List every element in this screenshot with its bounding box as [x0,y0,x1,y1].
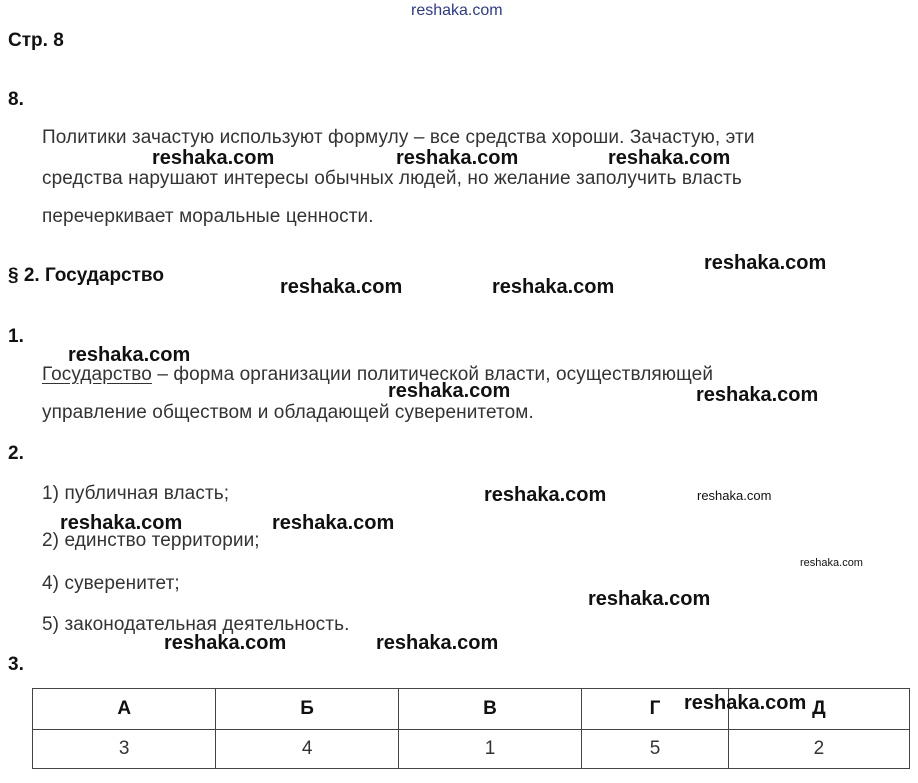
watermark: reshaka.com [684,692,807,714]
watermark: reshaka.com [272,512,395,534]
watermark: reshaka.com [396,147,519,169]
task-2-item-3: 4) суверенитет; [42,573,180,594]
task-8-line-2: средства нарушают интересы обычных людей, но желание заполучить власть [42,168,742,189]
task-2-number: 2. [8,443,24,464]
watermark: reshaka.com [68,344,191,366]
watermark: reshaka.com [492,276,615,298]
watermark: reshaka.com [696,384,819,406]
watermark: reshaka.com [704,252,827,274]
watermark: reshaka.com [388,380,511,402]
answer-header-cell: Б [216,689,398,730]
task-3-number: 3. [8,654,24,675]
answer-value-cell: 2 [728,730,909,769]
watermark-top: reshaka.com [411,2,503,19]
section-title: § 2. Государство [8,265,164,286]
watermark: reshaka.com [588,588,711,610]
task-2-item-1: 1) публичная власть; [42,483,230,504]
answer-value-cell: 4 [216,730,398,769]
answer-table-value-row [33,730,910,769]
task-1-line-1 [42,364,713,386]
watermark: reshaka.com [376,632,499,654]
answer-header-cell: А [33,689,216,730]
task-1-number: 1. [8,326,24,347]
definition-term: Государство [42,364,152,385]
task-8-number: 8. [8,89,24,110]
watermark-tiny: reshaka.com [800,557,863,569]
watermark: reshaka.com [484,484,607,506]
definition-text: – форма организации политической власти, осуществляющей [151,364,714,385]
task-8-line-1: Политики зачастую используют формулу – все средства хороши. Зачастую, эти [42,127,755,148]
task-2-item-4: 5) законодательная деятельность. [42,614,350,635]
watermark: reshaka.com [164,632,287,654]
watermark: reshaka.com [152,147,275,169]
page-label: Стр. 8 [8,30,64,51]
task-1-line-2: управление обществом и обладающей суверенитетом. [42,402,534,423]
watermark: reshaka.com [280,276,403,298]
answer-header-cell: В [398,689,581,730]
task-8-line-3: перечеркивает моральные ценности. [42,206,374,227]
answer-value-cell: 5 [582,730,729,769]
watermark: reshaka.com [60,512,183,534]
answer-value-cell: 3 [33,730,216,769]
answer-header-cell: Д [728,689,909,730]
watermark: reshaka.com [608,147,731,169]
answer-header-cell: Г [582,689,729,730]
answer-value-cell: 1 [398,730,581,769]
task-2-item-2: 2) единство территории; [42,530,260,551]
watermark-small: reshaka.com [697,488,772,503]
